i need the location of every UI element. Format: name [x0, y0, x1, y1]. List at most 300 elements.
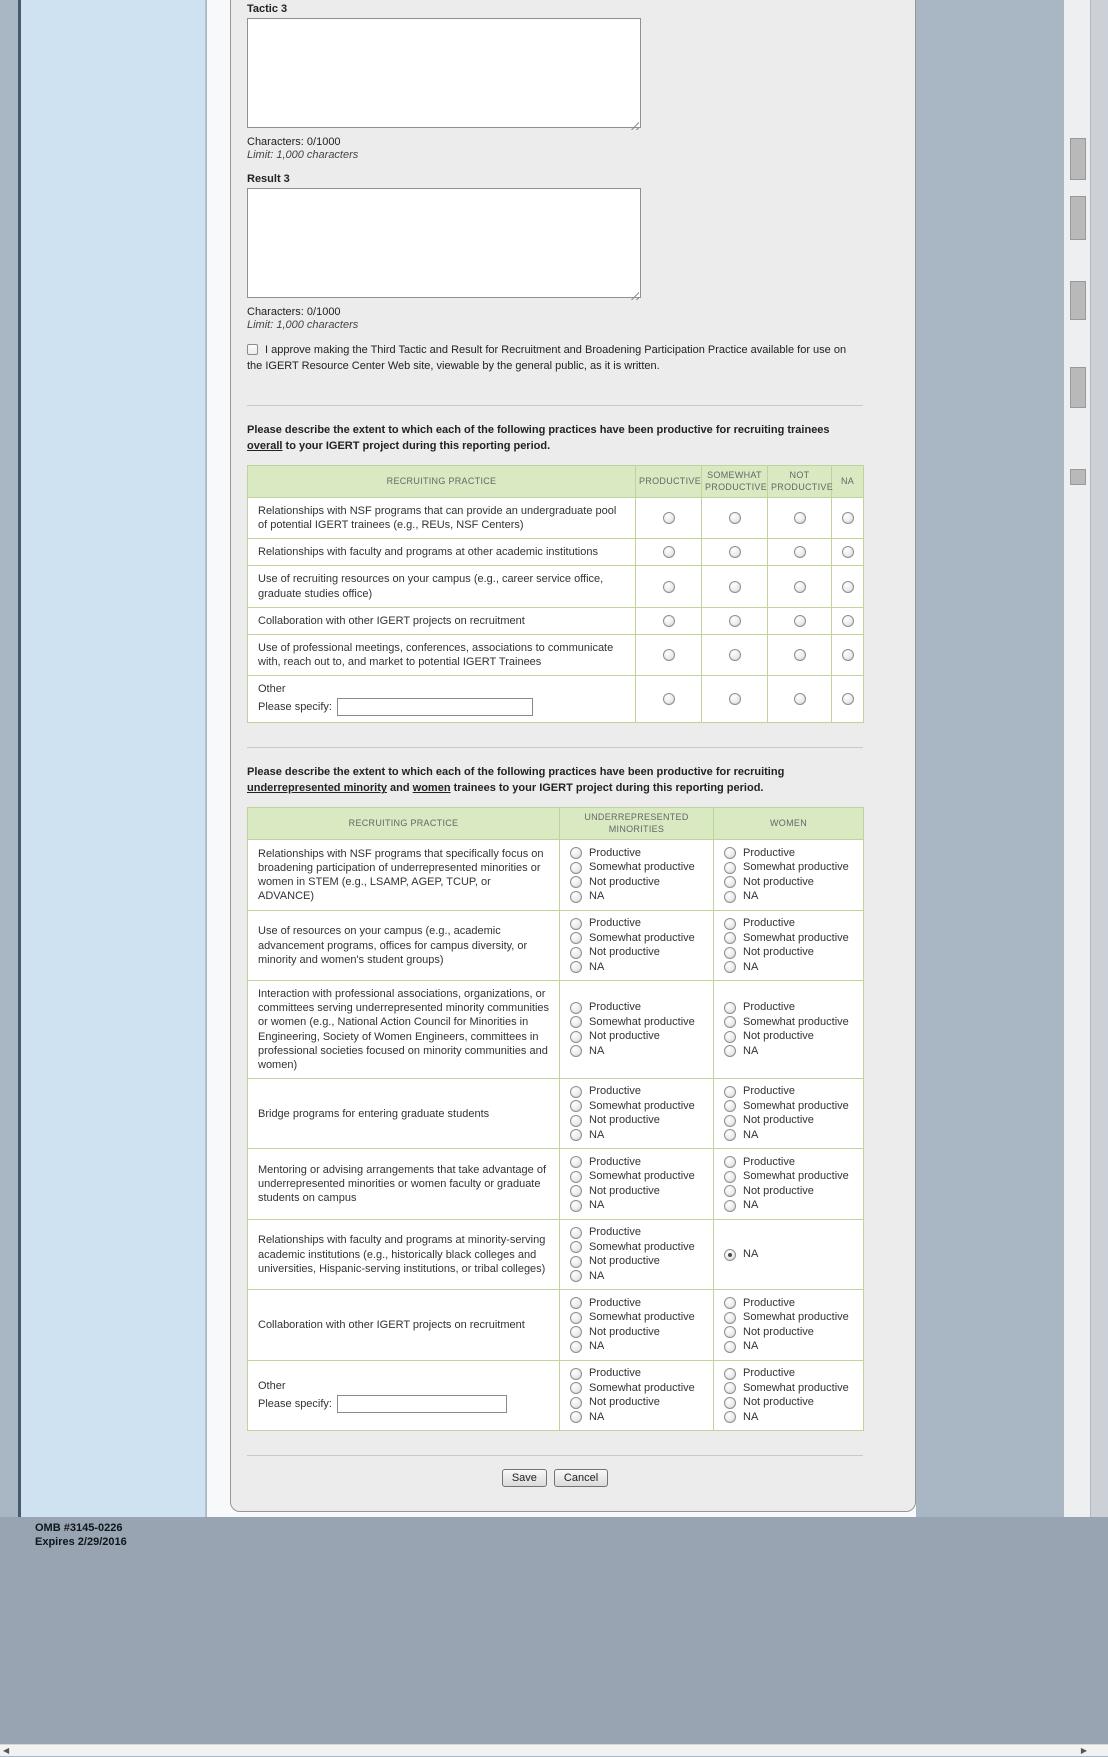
intro-text: and [386, 782, 413, 795]
radio-option[interactable] [724, 1156, 853, 1169]
minority-intro [247, 764, 863, 797]
radio-icon[interactable] [724, 847, 736, 859]
radio-icon[interactable] [570, 1382, 582, 1394]
radio-option[interactable] [570, 1241, 703, 1254]
women-radio-group [714, 910, 864, 981]
radio-icon[interactable] [794, 546, 806, 558]
radio-option-label: Not productive [743, 1114, 814, 1127]
omb-number: OMB #3145-0226 [35, 1522, 123, 1534]
radio-icon[interactable] [570, 1227, 582, 1239]
radio-option[interactable] [570, 1114, 703, 1127]
radio-option-label: Productive [589, 1367, 641, 1380]
radio-option[interactable] [570, 890, 703, 903]
radio-option[interactable] [724, 890, 853, 903]
table-row [248, 1078, 864, 1149]
radio-option-label: Not productive [589, 1325, 660, 1338]
table-row [248, 566, 864, 607]
radio-icon[interactable] [570, 1312, 582, 1324]
radio-icon[interactable] [570, 1031, 582, 1043]
radio-option[interactable] [724, 1001, 853, 1014]
please-specify-row [258, 698, 625, 716]
radio-cell-somewhat-productive [702, 498, 768, 539]
radio-icon[interactable] [570, 1129, 582, 1141]
radio-icon[interactable] [570, 1156, 582, 1168]
radio-option[interactable] [724, 1297, 853, 1310]
radio-option[interactable] [724, 1016, 853, 1029]
radio-option-label: NA [743, 890, 759, 903]
women-radio-group [714, 1078, 864, 1149]
radio-option-label: NA [743, 1410, 759, 1423]
scrollbar-fragment [1070, 196, 1086, 240]
radio-option[interactable] [570, 1170, 703, 1183]
radio-option-label: Not productive [743, 1396, 814, 1409]
radio-icon[interactable] [724, 1312, 736, 1324]
minorities-radio-group [560, 981, 714, 1078]
intro-text: to your IGERT project during this reporting period. [282, 440, 551, 453]
practice-cell [248, 1360, 560, 1431]
minorities-radio-group [560, 1219, 714, 1290]
radio-option-label: Productive [589, 1085, 641, 1098]
scroll-right-arrow-icon[interactable]: ▶ [1080, 1746, 1087, 1755]
save-button[interactable]: Save [502, 1469, 547, 1487]
radio-icon[interactable] [570, 1200, 582, 1212]
intro-text: trainees to your IGERT project during this reporting period. [450, 782, 764, 795]
radio-option[interactable] [570, 1411, 703, 1424]
radio-icon[interactable] [729, 581, 741, 593]
section-divider [247, 405, 863, 406]
radio-option[interactable] [724, 1311, 853, 1324]
radio-option[interactable] [724, 847, 853, 860]
radio-option-label: NA [589, 960, 605, 973]
table-row [248, 840, 864, 911]
radio-icon[interactable] [729, 649, 741, 661]
please-specify-label: Please specify: [258, 1397, 332, 1410]
table-row [248, 910, 864, 981]
radio-icon[interactable] [729, 615, 741, 627]
radio-icon[interactable] [663, 546, 675, 558]
radio-icon[interactable] [724, 1115, 736, 1127]
scrollbar-fragment [1070, 138, 1086, 180]
radio-icon[interactable] [570, 932, 582, 944]
radio-option[interactable] [724, 1199, 853, 1212]
radio-icon[interactable] [570, 891, 582, 903]
radio-icon[interactable] [842, 649, 854, 661]
radio-option-label: Not productive [743, 1184, 814, 1197]
radio-option[interactable] [724, 1411, 853, 1424]
result3-char-count: Characters: 0/1000 [247, 306, 341, 318]
practice-cell: Use of professional meetings, conferences, associations to communicate with, reach out to, and market to potential IGERT Trainees [248, 634, 636, 675]
radio-icon[interactable] [570, 1256, 582, 1268]
radio-option[interactable] [724, 917, 853, 930]
radio-icon[interactable] [570, 1270, 582, 1282]
radio-option[interactable] [724, 1340, 853, 1353]
result3-label: Result 3 [247, 173, 290, 185]
radio-option[interactable] [570, 1129, 703, 1142]
radio-cell-not-productive [768, 498, 832, 539]
radio-option-label: Somewhat productive [743, 1170, 849, 1183]
radio-icon[interactable] [729, 512, 741, 524]
overall-practices-table [247, 465, 864, 723]
radio-cell-somewhat-productive [702, 566, 768, 607]
tactic3-char-count: Characters: 0/1000 [247, 136, 341, 148]
scroll-left-arrow-icon[interactable]: ◀ [3, 1746, 10, 1755]
radio-cell-productive [636, 634, 702, 675]
radio-option-label: NA [743, 1248, 759, 1261]
practice-cell: Relationships with NSF programs that can provide an undergraduate pool of potential IGERT trainees (e.g., REUs, NSF Centers) [248, 498, 636, 539]
radio-cell-na [832, 607, 864, 634]
radio-cell-productive [636, 675, 702, 722]
radio-option-label: NA [743, 1128, 759, 1141]
radio-option[interactable] [724, 1396, 853, 1409]
radio-option[interactable] [570, 847, 703, 860]
radio-option-label: Somewhat productive [743, 1099, 849, 1112]
radio-icon[interactable] [724, 862, 736, 874]
radio-icon[interactable] [724, 1171, 736, 1183]
radio-option[interactable] [570, 1226, 703, 1239]
section-divider [247, 1455, 863, 1456]
radio-icon[interactable] [794, 693, 806, 705]
women-radio-group [714, 1290, 864, 1361]
radio-option-label: NA [743, 960, 759, 973]
radio-option[interactable] [570, 1382, 703, 1395]
minorities-radio-group [560, 1360, 714, 1431]
radio-option[interactable] [570, 1016, 703, 1029]
radio-icon[interactable] [724, 891, 736, 903]
radio-icon[interactable] [570, 961, 582, 973]
cancel-button[interactable]: Cancel [554, 1469, 608, 1487]
radio-icon[interactable] [724, 1397, 736, 1409]
minority-women-practices-table [247, 807, 864, 1431]
radio-option[interactable] [724, 1100, 853, 1113]
section-divider [247, 747, 863, 748]
radio-icon[interactable] [724, 1382, 736, 1394]
radio-cell-productive [636, 539, 702, 566]
radio-option-label: Productive [589, 1001, 641, 1014]
radio-option-label: NA [589, 1044, 605, 1057]
radio-option[interactable] [570, 1199, 703, 1212]
radio-icon[interactable] [729, 693, 741, 705]
radio-icon[interactable] [794, 615, 806, 627]
radio-icon[interactable] [842, 693, 854, 705]
intro-text: Please describe the extent to which each of the following practices have been productive for recruiting trainees [247, 423, 830, 436]
approve-checkbox[interactable] [247, 344, 258, 355]
approve-row [247, 343, 863, 375]
radio-option-label: Somewhat productive [589, 1311, 695, 1324]
radio-option-label: Not productive [589, 1114, 660, 1127]
radio-option[interactable] [570, 1255, 703, 1268]
table-row [248, 539, 864, 566]
practice-cell: Use of recruiting resources on your campus (e.g., career service office, graduate studies office) [248, 566, 636, 607]
practice-cell: Use of resources on your campus (e.g., academic advancement programs, offices for campus diversity, or minority and women's student groups) [248, 910, 560, 981]
radio-option[interactable] [724, 946, 853, 959]
radio-icon[interactable] [724, 1129, 736, 1141]
radio-icon[interactable] [724, 1045, 736, 1057]
women-radio-group [714, 840, 864, 911]
radio-option-label: Not productive [589, 1184, 660, 1197]
tactic3-char-limit: Limit: 1,000 characters [247, 149, 359, 161]
radio-icon[interactable] [570, 1002, 582, 1014]
other-specify-input[interactable] [337, 1395, 507, 1413]
radio-cell-somewhat-productive [702, 634, 768, 675]
radio-option[interactable] [570, 1326, 703, 1339]
radio-option-label: NA [589, 1199, 605, 1212]
radio-icon[interactable] [570, 1086, 582, 1098]
radio-option[interactable] [724, 1185, 853, 1198]
radio-icon[interactable] [724, 1031, 736, 1043]
radio-option[interactable] [724, 1129, 853, 1142]
minorities-radio-group [560, 1149, 714, 1220]
intro-underline: underrepresented minority [247, 782, 387, 795]
omb-expires: Expires 2/29/2016 [35, 1535, 127, 1548]
radio-option[interactable] [570, 1396, 703, 1409]
radio-option[interactable] [724, 1045, 853, 1058]
women-radio-group [714, 981, 864, 1078]
radio-icon[interactable] [570, 1171, 582, 1183]
form-panel [230, 0, 916, 1512]
radio-option-label: Productive [589, 1155, 641, 1168]
radio-icon[interactable] [570, 1185, 582, 1197]
radio-icon-selected[interactable] [724, 1249, 736, 1261]
radio-option-label: Productive [589, 1226, 641, 1239]
radio-option-label: Productive [589, 846, 641, 859]
radio-option[interactable] [570, 1156, 703, 1169]
result3-char-limit: Limit: 1,000 characters [247, 319, 359, 331]
radio-icon[interactable] [724, 1411, 736, 1423]
radio-option-label: NA [743, 1044, 759, 1057]
table-row [248, 1149, 864, 1220]
radio-option[interactable] [724, 1085, 853, 1098]
radio-icon[interactable] [724, 1100, 736, 1112]
radio-option-label: Productive [743, 1085, 795, 1098]
radio-option[interactable] [724, 861, 853, 874]
form-content [231, 0, 915, 1512]
radio-icon[interactable] [842, 546, 854, 558]
tactic3-label: Tactic 3 [247, 3, 288, 15]
radio-option[interactable] [570, 1185, 703, 1198]
radio-icon[interactable] [724, 1185, 736, 1197]
radio-option[interactable] [570, 946, 703, 959]
radio-option-label: Somewhat productive [589, 1015, 695, 1028]
scrollbar-fragment [1070, 367, 1086, 408]
radio-icon[interactable] [570, 1411, 582, 1423]
radio-icon[interactable] [724, 1200, 736, 1212]
women-radio-group [714, 1219, 864, 1290]
radio-option[interactable] [724, 1382, 853, 1395]
radio-option-label: NA [589, 1269, 605, 1282]
radio-option[interactable] [570, 876, 703, 889]
scrollbar-fragment [1070, 281, 1086, 320]
radio-option-label: Not productive [743, 1325, 814, 1338]
radio-option-label: Not productive [589, 875, 660, 888]
header-row [248, 465, 864, 497]
radio-icon[interactable] [724, 1326, 736, 1338]
radio-option[interactable] [570, 1045, 703, 1058]
result3-textarea-wrap [247, 188, 641, 303]
form-actions [247, 1468, 863, 1512]
radio-icon[interactable] [570, 1100, 582, 1112]
page-footer [0, 1517, 1108, 1744]
other-specify-input[interactable] [337, 698, 533, 716]
scrollbar-fragment [1070, 469, 1086, 485]
radio-option-label: NA [589, 1410, 605, 1423]
radio-option[interactable] [570, 1367, 703, 1380]
radio-option[interactable] [724, 961, 853, 974]
radio-option-label: Somewhat productive [743, 861, 849, 874]
radio-option[interactable] [570, 1030, 703, 1043]
radio-icon[interactable] [842, 615, 854, 627]
radio-icon[interactable] [570, 1297, 582, 1309]
radio-option[interactable] [570, 1340, 703, 1353]
radio-option[interactable] [724, 1248, 853, 1261]
table-row [248, 1290, 864, 1361]
radio-option[interactable] [724, 1170, 853, 1183]
result3-textarea[interactable] [247, 188, 641, 298]
radio-icon[interactable] [570, 1341, 582, 1353]
practice-cell: Mentoring or advising arrangements that take advantage of underrepresented minorities or women faculty or graduate students on campus [248, 1149, 560, 1220]
radio-cell-na [832, 566, 864, 607]
radio-option-label: Not productive [589, 1396, 660, 1409]
other-label: Other [258, 1379, 286, 1392]
minorities-radio-group [560, 1290, 714, 1361]
horizontal-scrollbar[interactable] [0, 1744, 1108, 1756]
vertical-scrollbar[interactable] [1090, 0, 1108, 1744]
radio-icon[interactable] [570, 947, 582, 959]
radio-option[interactable] [570, 1270, 703, 1283]
radio-icon[interactable] [570, 847, 582, 859]
radio-icon[interactable] [729, 546, 741, 558]
tactic3-textarea[interactable] [247, 18, 641, 128]
radio-option[interactable] [570, 1311, 703, 1324]
women-radio-group [714, 1149, 864, 1220]
radio-option[interactable] [724, 932, 853, 945]
radio-option-label: Productive [589, 1296, 641, 1309]
radio-icon[interactable] [842, 581, 854, 593]
radio-cell-somewhat-productive [702, 607, 768, 634]
radio-option[interactable] [570, 917, 703, 930]
radio-icon[interactable] [663, 581, 675, 593]
radio-icon[interactable] [794, 649, 806, 661]
radio-option[interactable] [570, 861, 703, 874]
practice-cell: Relationships with NSF programs that specifically focus on broadening participation of underrepresented minorities or women in STEM (e.g., LSAMP, AGEP, TCUP, or ADVANCE) [248, 840, 560, 911]
radio-option-label: NA [743, 1340, 759, 1353]
radio-icon[interactable] [794, 512, 806, 524]
radio-option-label: Not productive [589, 1255, 660, 1268]
radio-icon[interactable] [570, 1368, 582, 1380]
radio-icon[interactable] [724, 1297, 736, 1309]
radio-option[interactable] [570, 961, 703, 974]
radio-option[interactable] [724, 876, 853, 889]
radio-icon[interactable] [724, 918, 736, 930]
table-row [248, 634, 864, 675]
table-row-other [248, 1360, 864, 1431]
overall-intro [247, 422, 863, 455]
radio-cell-productive [636, 566, 702, 607]
radio-icon[interactable] [570, 1397, 582, 1409]
radio-icon[interactable] [724, 1341, 736, 1353]
radio-cell-not-productive [768, 607, 832, 634]
radio-cell-not-productive [768, 675, 832, 722]
intro-text: Please describe the extent to which each of the following practices have been productive for recruiting [247, 765, 785, 778]
radio-option-label: Not productive [589, 1030, 660, 1043]
radio-option[interactable] [724, 1326, 853, 1339]
radio-icon[interactable] [570, 1045, 582, 1057]
radio-option-label: Not productive [743, 946, 814, 959]
radio-icon[interactable] [724, 947, 736, 959]
table-row [248, 607, 864, 634]
radio-option-label: Somewhat productive [743, 931, 849, 944]
radio-icon[interactable] [663, 693, 675, 705]
table-row [248, 498, 864, 539]
radio-option-label: Somewhat productive [589, 1099, 695, 1112]
radio-cell-somewhat-productive [702, 539, 768, 566]
radio-option-label: Somewhat productive [589, 1381, 695, 1394]
radio-icon[interactable] [724, 1368, 736, 1380]
radio-icon[interactable] [663, 615, 675, 627]
radio-option[interactable] [570, 1297, 703, 1310]
radio-icon[interactable] [663, 512, 675, 524]
sidebar [21, 0, 206, 1517]
radio-icon[interactable] [570, 876, 582, 888]
radio-option[interactable] [570, 932, 703, 945]
radio-option-label: Productive [589, 917, 641, 930]
radio-option[interactable] [570, 1100, 703, 1113]
radio-option-label: Somewhat productive [743, 1311, 849, 1324]
radio-cell-not-productive [768, 634, 832, 675]
minorities-radio-group [560, 1078, 714, 1149]
table-row-other [248, 675, 864, 722]
radio-icon[interactable] [724, 876, 736, 888]
radio-icon[interactable] [724, 1156, 736, 1168]
radio-icon[interactable] [724, 1016, 736, 1028]
radio-icon[interactable] [724, 932, 736, 944]
radio-icon[interactable] [724, 1086, 736, 1098]
radio-icon[interactable] [570, 918, 582, 930]
radio-icon[interactable] [724, 961, 736, 973]
radio-cell-na [832, 675, 864, 722]
practice-cell: Collaboration with other IGERT projects on recruitment [248, 607, 636, 634]
radio-option-label: Somewhat productive [589, 1170, 695, 1183]
radio-cell-productive [636, 607, 702, 634]
approve-text: I approve making the Third Tactic and Result for Recruitment and Broadening Participation Practice available for use on the IGERT Resource Center Web site, viewable by the general public, as it is written. [247, 344, 847, 372]
radio-icon[interactable] [663, 649, 675, 661]
radio-option-label: NA [589, 1340, 605, 1353]
radio-option-label: Not productive [743, 875, 814, 888]
radio-option[interactable] [724, 1114, 853, 1127]
radio-icon[interactable] [570, 1115, 582, 1127]
radio-option-label: Productive [743, 917, 795, 930]
radio-option[interactable] [570, 1001, 703, 1014]
radio-cell-na [832, 634, 864, 675]
radio-icon[interactable] [724, 1002, 736, 1014]
radio-option[interactable] [724, 1367, 853, 1380]
radio-icon[interactable] [570, 1241, 582, 1253]
radio-icon[interactable] [794, 581, 806, 593]
radio-icon[interactable] [570, 1326, 582, 1338]
radio-option-label: Productive [743, 1367, 795, 1380]
radio-cell-not-productive [768, 566, 832, 607]
radio-icon[interactable] [570, 1016, 582, 1028]
column-header-productive: PRODUCTIVE [636, 465, 702, 497]
practice-cell [248, 675, 636, 722]
radio-option-label: Not productive [589, 946, 660, 959]
practice-cell: Interaction with professional associations, organizations, or committees serving underrepresented minority communities or women (e.g., National Action Council for Minorities in Engineering, Society of Women Engineers, committees in professional societies focused on minority communities and women) [248, 981, 560, 1078]
radio-option-label: Somewhat productive [589, 1240, 695, 1253]
radio-option[interactable] [724, 1030, 853, 1043]
radio-icon[interactable] [842, 512, 854, 524]
radio-icon[interactable] [570, 862, 582, 874]
radio-option[interactable] [570, 1085, 703, 1098]
practice-cell: Relationships with faculty and programs at minority-serving academic institutions (e.g., historically black colleges and universities, Hispanic-serving institutions, or tribal colleges) [248, 1219, 560, 1290]
